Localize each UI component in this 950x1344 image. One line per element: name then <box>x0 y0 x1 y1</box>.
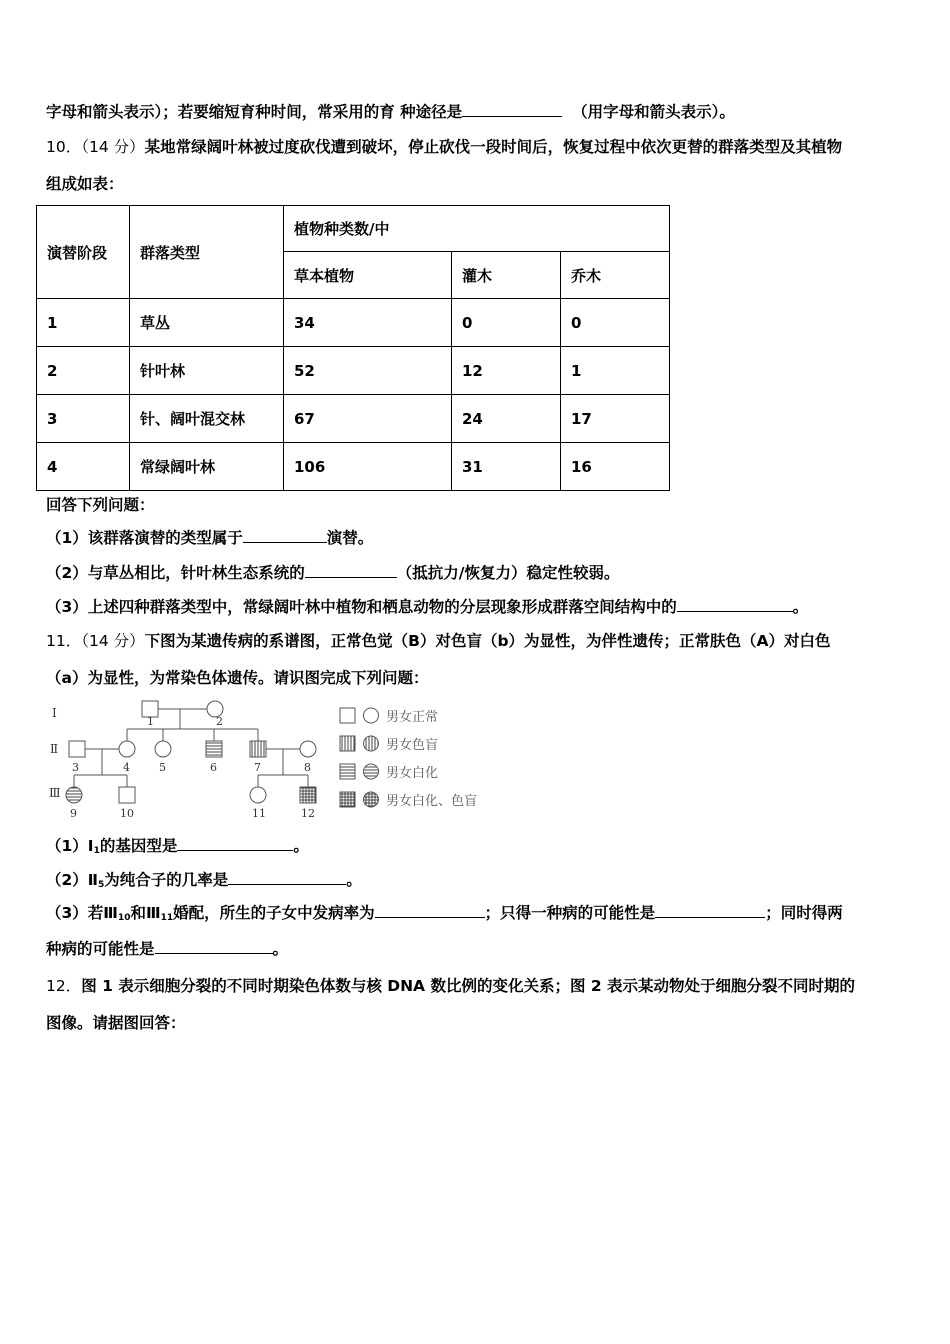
text: （3）上述四种群落类型中，常绿阔叶林中植物和栖息动物的分层现象形成群落空间结构中的 <box>46 598 677 616</box>
text: 。 <box>792 598 809 616</box>
legend-label: 男女正常 <box>386 710 439 725</box>
question-12 <box>46 976 855 996</box>
answer-blank[interactable] <box>677 597 793 612</box>
text: （3）若Ⅲ <box>46 904 118 922</box>
individual-III10 <box>119 787 135 803</box>
id-label: 1 <box>147 715 154 728</box>
header-tree: 乔木 <box>561 252 670 299</box>
answer-blank[interactable] <box>228 870 346 885</box>
gen-label: Ⅰ <box>52 706 57 720</box>
question-11-cont <box>46 668 428 688</box>
cell-shrub: 0 <box>452 299 561 347</box>
answer-blank[interactable] <box>462 102 562 117</box>
cell-herb: 106 <box>284 443 452 491</box>
individual-II7 <box>250 741 266 757</box>
cell-herb: 34 <box>284 299 452 347</box>
question-11-3 <box>46 903 843 928</box>
question-11-1 <box>46 836 309 861</box>
table-row <box>37 443 670 491</box>
cell-type: 草丛 <box>130 299 284 347</box>
id-label: 7 <box>254 761 261 774</box>
header-herb: 草本植物 <box>284 252 452 299</box>
legend-label: 男女白化、色盲 <box>386 794 478 809</box>
succession-table <box>36 205 670 491</box>
individual-III9 <box>66 787 82 803</box>
legend-male-normal <box>340 708 355 723</box>
text: 。 <box>293 837 309 855</box>
id-label: 12 <box>301 807 315 820</box>
answer-blank[interactable] <box>243 528 327 543</box>
text: 。 <box>272 940 289 958</box>
gen-label: Ⅲ <box>49 786 61 800</box>
question-12-cont <box>46 1013 186 1033</box>
individual-II8 <box>300 741 316 757</box>
cell-herb: 52 <box>284 347 452 395</box>
question-text: 下图为某遗传病的系谱图，正常色觉（B）对色盲（b）为显性，为伴性遗传；正常肤色（A）对白色 <box>144 632 831 650</box>
header-shrub: 灌木 <box>452 252 561 299</box>
legend-female-albino <box>364 764 379 779</box>
cell-stage: 3 <box>37 395 130 443</box>
question-text: 图像。请据图回答： <box>46 1014 186 1032</box>
header-stage: 演替阶段 <box>37 206 130 299</box>
question-10 <box>46 137 842 157</box>
line-1 <box>46 102 735 122</box>
question-text: （a）为显性，为常染色体遗传。请识图完成下列问题： <box>46 669 429 687</box>
id-label: 4 <box>123 761 130 774</box>
id-label: 5 <box>159 761 166 774</box>
cell-type: 常绿阔叶林 <box>130 443 284 491</box>
answer-blank[interactable] <box>375 903 485 918</box>
table-row <box>37 347 670 395</box>
cell-shrub: 31 <box>452 443 561 491</box>
id-label: 11 <box>252 807 266 820</box>
text: 的基因型是 <box>99 837 178 855</box>
individual-II3 <box>69 741 85 757</box>
text: 演替。 <box>326 529 374 547</box>
answer-blank[interactable] <box>155 939 273 954</box>
text: ；同时得两 <box>765 904 843 922</box>
question-10-3 <box>46 597 808 617</box>
text: 和Ⅲ <box>130 904 161 922</box>
text: 婚配，所生的子女中发病率为 <box>173 904 375 922</box>
answer-blank[interactable] <box>655 903 765 918</box>
legend-female-both <box>364 792 379 807</box>
individual-III11 <box>250 787 266 803</box>
answer-intro <box>46 495 155 515</box>
text: 种病的可能性是 <box>46 940 155 958</box>
question-number: 12． <box>46 977 82 995</box>
legend-female-normal <box>364 708 379 723</box>
text: （2）Ⅱ <box>46 871 98 889</box>
subscript: 11 <box>160 913 174 923</box>
table-row <box>37 299 670 347</box>
id-label: 2 <box>216 715 223 728</box>
subscript: 5 <box>98 880 105 890</box>
question-11-3-cont <box>46 939 288 959</box>
legend-male-both <box>340 792 355 807</box>
cell-tree: 1 <box>561 347 670 395</box>
cell-shrub: 24 <box>452 395 561 443</box>
text: ；只得一种病的可能性是 <box>484 904 656 922</box>
legend-male-albino <box>340 764 355 779</box>
text: （1）Ⅰ <box>46 837 94 855</box>
question-11 <box>46 631 831 651</box>
question-text: 图 1 表示细胞分裂的不同时期染色体数与核 DNA 数比例的变化关系；图 2 表示某动物处于细胞分裂不同时期的 <box>81 977 856 995</box>
cell-stage: 4 <box>37 443 130 491</box>
answer-blank[interactable] <box>177 836 293 851</box>
text: 字母和箭头表示）；若要缩短育种时间，常采用的育 种途径是 <box>46 103 463 121</box>
individual-II5 <box>155 741 171 757</box>
question-number: 11．（14 分） <box>46 632 145 650</box>
subscript: 10 <box>117 913 131 923</box>
cell-type: 针、阔叶混交林 <box>130 395 284 443</box>
id-label: 6 <box>210 761 217 774</box>
text: （抵抗力/恢复力）稳定性较弱。 <box>396 564 620 582</box>
cell-stage: 1 <box>37 299 130 347</box>
legend-male-colorblind <box>340 736 355 751</box>
id-label: 10 <box>120 807 134 820</box>
pedigree-chart <box>44 697 514 822</box>
legend-label: 男女白化 <box>386 766 439 781</box>
question-text: 某地常绿阔叶林被过度砍伐遭到破坏，停止砍伐一段时间后，恢复过程中依次更替的群落类型及其植物 <box>144 138 843 156</box>
header-type: 群落类型 <box>130 206 284 299</box>
text: （1）该群落演替的类型属于 <box>46 529 243 547</box>
question-text: 组成如表： <box>46 175 124 193</box>
question-number: 10．（14 分） <box>46 138 145 156</box>
individual-III12 <box>300 787 316 803</box>
cell-herb: 67 <box>284 395 452 443</box>
cell-tree: 17 <box>561 395 670 443</box>
question-10-2 <box>46 563 619 583</box>
question-10-1 <box>46 528 373 548</box>
table-row <box>37 395 670 443</box>
id-label: 8 <box>304 761 311 774</box>
gen-label: Ⅱ <box>50 742 59 756</box>
individual-II6 <box>206 741 222 757</box>
header-species: 植物种类数/中 <box>284 206 670 252</box>
id-label: 3 <box>72 761 79 774</box>
cell-tree: 0 <box>561 299 670 347</box>
text: 为纯合子的几率是 <box>104 871 229 889</box>
text: （2）与草丛相比，针叶林生态系统的 <box>46 564 305 582</box>
cell-type: 针叶林 <box>130 347 284 395</box>
individual-II4 <box>119 741 135 757</box>
answer-blank[interactable] <box>305 563 397 578</box>
legend-female-colorblind <box>364 736 379 751</box>
cell-shrub: 12 <box>452 347 561 395</box>
cell-stage: 2 <box>37 347 130 395</box>
subscript: 1 <box>93 846 100 856</box>
text: 回答下列问题： <box>46 496 155 514</box>
text: （用字母和箭头表示）。 <box>572 103 735 121</box>
legend-label: 男女色盲 <box>386 738 439 753</box>
text: 。 <box>346 871 362 889</box>
id-label: 9 <box>70 807 77 820</box>
question-10-cont <box>46 174 124 194</box>
question-11-2 <box>46 870 362 895</box>
cell-tree: 16 <box>561 443 670 491</box>
